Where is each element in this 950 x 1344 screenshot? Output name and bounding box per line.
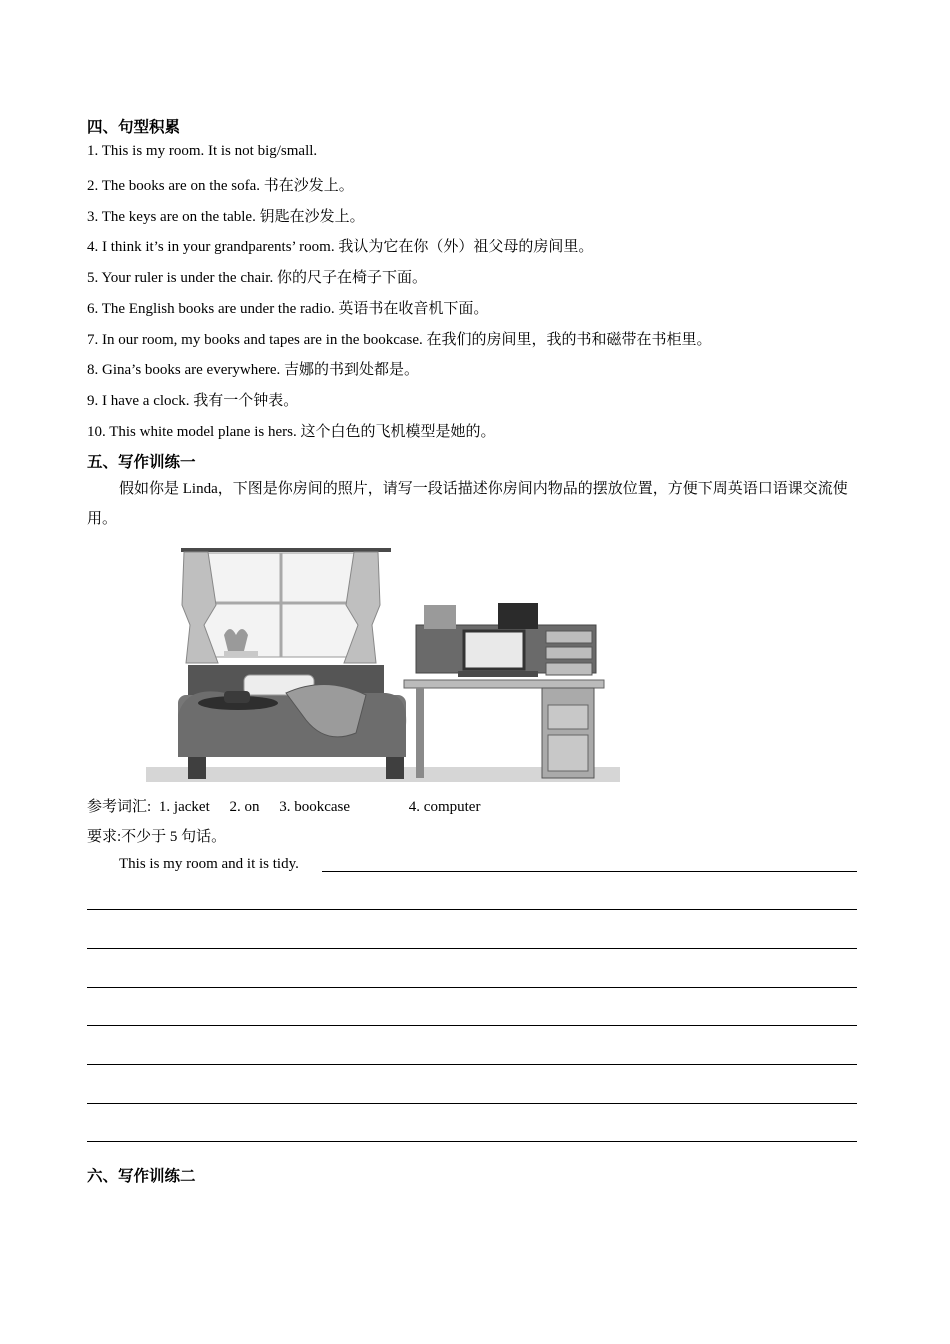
writing-prompt: 假如你是 Linda，下图是你房间的照片，请写一段话描述你房间内物品的摆放位置，方便下周英语口语课交流使用。 [87, 481, 848, 527]
requirement: 要求:不少于 5 句话。 [87, 829, 227, 845]
vocab-item: 4. computer [408, 799, 481, 815]
answer-line-6[interactable] [87, 1064, 857, 1065]
section-5-title: 五、写作训练一 [87, 453, 196, 471]
sentence-10: 10. This white model plane is hers. 这个白色的飞机模型是她的。 [87, 424, 496, 440]
answer-line-1[interactable] [322, 871, 857, 872]
sentence-6: 6. The English books are under the radio. 英语书在收音机下面。 [87, 301, 489, 317]
answer-line-5[interactable] [87, 1025, 857, 1026]
sentence-4: 4. I think it’s in your grandparents’ room. 我认为它在你（外）祖父母的房间里。 [87, 239, 594, 255]
vocab-item: 2. on [229, 799, 260, 815]
bedroom-illustration [146, 545, 620, 782]
vocab-item: 3. bookcase [279, 799, 351, 815]
sentence-3: 3. The keys are on the table. 钥匙在沙发上。 [87, 209, 365, 225]
sentence-9: 9. I have a clock. 我有一个钟表。 [87, 393, 299, 409]
answer-line-7[interactable] [87, 1103, 857, 1104]
starter-sentence: This is my room and it is tidy. [119, 856, 299, 872]
sentence-2: 2. The books are on the sofa. 书在沙发上。 [87, 178, 354, 194]
desk-icon [404, 603, 604, 778]
answer-line-2[interactable] [87, 909, 857, 910]
answer-line-4[interactable] [87, 987, 857, 988]
vocab-item: 1. jacket [158, 799, 210, 815]
sentence-8: 8. Gina’s books are everywhere. 吉娜的书到处都是。 [87, 362, 420, 378]
vocabulary-hints [87, 795, 480, 816]
bed-icon [178, 665, 406, 779]
answer-line-8[interactable] [87, 1141, 857, 1142]
answer-line-3[interactable] [87, 948, 857, 949]
window-icon [181, 548, 391, 663]
sentence-1: 1. This is my room. It is not big/small. [87, 143, 318, 159]
section-6-title: 六、写作训练二 [87, 1167, 196, 1185]
sentence-7: 7. In our room, my books and tapes are in the bookcase. 在我们的房间里，我的书和磁带在书柜里。 [87, 332, 712, 348]
section-4-title: 四、句型积累 [87, 118, 181, 136]
sentence-5: 5. Your ruler is under the chair. 你的尺子在椅子下面。 [87, 270, 427, 286]
vocab-label: 参考词汇: [87, 799, 152, 815]
